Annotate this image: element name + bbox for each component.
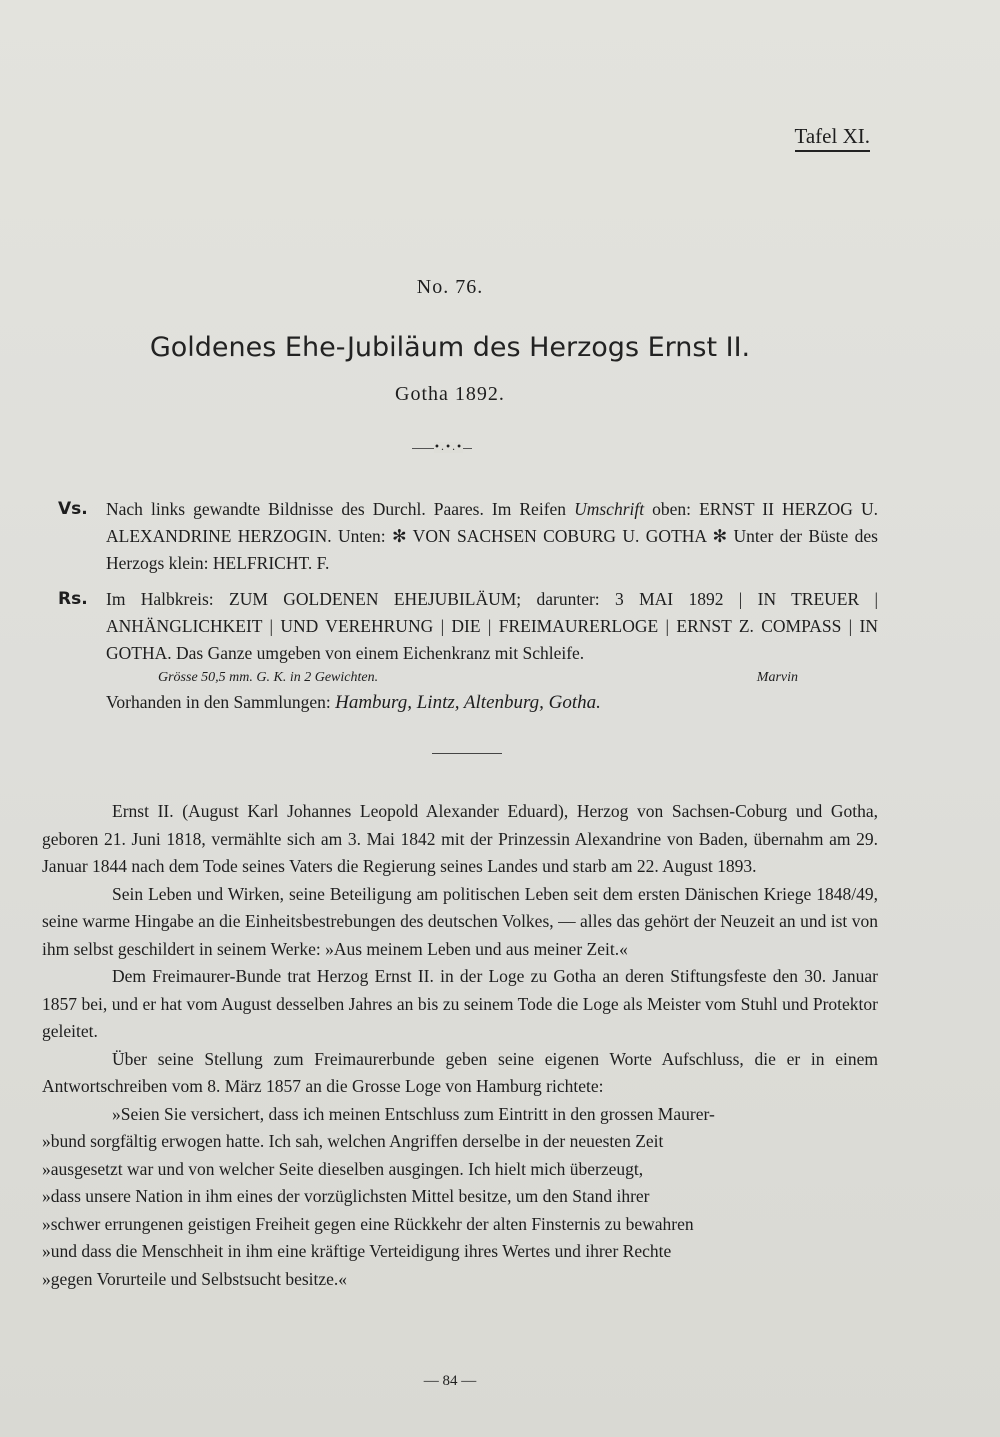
paragraph: Sein Leben und Wirken, seine Beteiligung am politischen Leben seit dem ersten Dänischen Kriege 1848/49, seine warme Hingabe an die Einheitsbestrebungen des deutschen Volkes, — alles das gehört der Neuzeit an und ist von ihm selbst geschildert in seinem Werke: »Aus meinem Leben und aus meiner Zeit.« <box>42 883 878 959</box>
collections-label: Vorhanden in den Sammlungen: <box>106 692 336 712</box>
collections-line <box>106 689 878 716</box>
obverse-tag: Vs. <box>58 499 88 519</box>
size-row <box>158 667 798 689</box>
obverse-text-1: Nach links gewandte Bildnisse des Durchl. Paares. Im Reifen <box>106 499 575 519</box>
page-title: Goldenes Ehe-Jubiläum des Herzogs Ernst II. <box>149 332 751 363</box>
place-date: Gotha 1892. <box>395 383 505 405</box>
quote-line: »dass unsere Nation in ihm eines der vorzüglichsten Mittel besitze, um den Stand ihrer <box>42 1186 650 1206</box>
quotation <box>42 1101 878 1294</box>
ornament-divider <box>412 442 472 453</box>
obverse-text-2: oben: ERNST II HERZOG U. ALEXANDRINE HERZOGIN. Unten: ✻ VON SACHSEN COBURG U. GOTHA ✻ Unter der Büste des Herzogs klein: HELFRICHT. F. <box>106 499 878 573</box>
biography-text <box>42 798 878 1293</box>
obverse-text-italic: Umschrift <box>574 499 645 519</box>
reverse-tag: Rs. <box>58 589 88 609</box>
section-divider <box>432 753 502 754</box>
medalist-signature: Marvin <box>756 670 798 685</box>
plate-number: Tafel XI. <box>795 124 871 152</box>
page-number: — 84 — <box>423 1373 477 1389</box>
reverse-description: Im Halbkreis: ZUM GOLDENEN EHEJUBILÄUM; darunter: 3 MAI 1892 | IN TREUER | ANHÄNGLICHKEIT | UND VEREHRUNG | DIE | FREIMAURERLOGE | ERNST Z. COMPASS | IN GOTHA. Das Ganze umgeben von einem Eichenkranz mit Schleife. <box>106 589 878 663</box>
quote-line: »und dass die Menschheit in ihm eine kräftige Verteidigung ihres Wertes und ihrer Rechte <box>42 1241 672 1261</box>
quote-line: »schwer errungenen geistigen Freiheit gegen eine Rückkehr der alten Finsternis zu bewahren <box>42 1213 694 1234</box>
paragraph: Dem Freimaurer-Bunde trat Herzog Ernst II. in der Loge zu Gotha an deren Stiftungsfeste den 30. Januar 1857 bei, und er hat vom August desselben Jahres an bis zu seinem Tode die Loge als Meister vom Stuhl und Protektor geleitet. <box>42 966 878 1041</box>
quote-line: »bund sorgfältig erwogen hatte. Ich sah, welchen Angriffen derselbe in der neuesten Zeit <box>42 1131 664 1151</box>
paragraph: Über seine Stellung zum Freimaurerbunde geben seine eigenen Worte Aufschluss, die er in einem Antwortschreiben vom 8. März 1857 an die Grosse Loge von Hamburg richtete: <box>42 1048 878 1096</box>
item-number: No. 76. <box>416 276 484 298</box>
reverse-entry <box>58 586 878 716</box>
paragraph: Ernst II. (August Karl Johannes Leopold Alexander Eduard), Herzog von Sachsen-Coburg und Gotha, geboren 21. Juni 1818, vermählte sich am 3. Mai 1842 mit der Prinzessin Alexandrine von Baden, übernahm am 29. Januar 1844 nach dem Tode seines Vaters die Regierung seines Landes und starb am 22. August 1893. <box>42 801 878 876</box>
obverse-entry <box>58 496 878 577</box>
obverse-description <box>106 496 878 577</box>
size-note: Grösse 50,5 mm. G. K. in 2 Gewichten. <box>158 670 379 685</box>
collections-places: Hamburg, Lintz, Altenburg, Gotha. <box>335 692 601 713</box>
quote-line: »ausgesetzt war und von welcher Seite dieselben ausgingen. Ich hielt mich überzeugt, <box>42 1158 644 1179</box>
quote-line: »gegen Vorurteile und Selbstsucht besitze.« <box>42 1268 348 1289</box>
ornament-dots: •.•.• <box>434 442 464 453</box>
quote-line: »Seien Sie versichert, dass ich meinen Entschluss zum Eintritt in den grossen Maurer- <box>112 1103 715 1124</box>
